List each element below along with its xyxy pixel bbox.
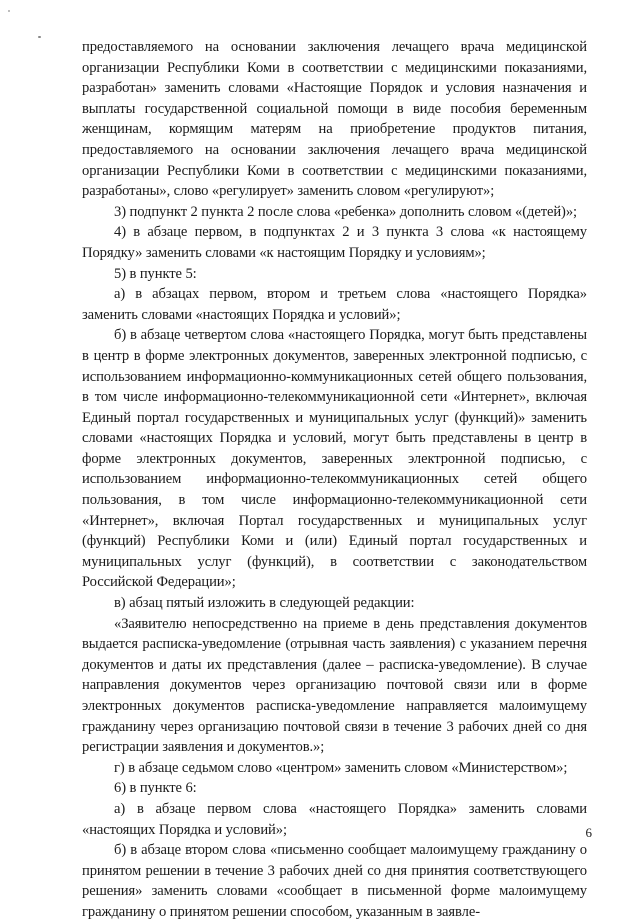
paragraph: «Заявителю непосредственно на приеме в день представления документов выдается расписка-уведомление (отрывная часть заявления) с указанием перечня документов и даты их представления (далее – расписка-уведомление). В случае направления документов через организацию почтовой связи или в форме электронных документов расписка-уведомление направляется малоимущему гражданину через организацию почтовой связи в течение 3 рабочих дней со дня регистрации заявления и документов.»; xyxy=(82,615,587,756)
paragraph: в) абзац пятый изложить в следующей редакции: xyxy=(114,595,415,612)
paragraph: 5) в пункте 5: xyxy=(114,265,197,282)
scan-speck xyxy=(38,36,41,38)
paragraph: а) в абзацах первом, втором и третьем слова «настоящего Порядка» заменить словами «настоящих Порядка и условий»; xyxy=(82,286,587,323)
paragraph: 3) подпункт 2 пункта 2 после слова «ребенка» дополнить словом «(детей)»; xyxy=(114,203,577,220)
paragraph: а) в абзаце первом слова «настоящего Порядка» заменить словами «настоящих Порядка и условий»; xyxy=(82,800,587,838)
paragraph: 6) в пункте 6: xyxy=(114,780,197,797)
paragraph: 4) в абзаце первом, в подпунктах 2 и 3 пункта 3 слова «к настоящему Порядку» заменить словами «к настоящим Порядку и условиям»; xyxy=(82,224,587,261)
paragraph: предоставляемого на основании заключения лечащего врача медицинской организации Республики Коми в соответствии с медицинскими показаниями, разработан» заменить словами «Настоящие Порядок и условия назначения и выплаты государственной социальной помощи в виде пособия беременным женщинам, кормящим матерям на приобретение продуктов питания, предоставляемого на основании заключения лечащего врача медицинской организации Республики Коми в соответствии с медицинскими показаниями, разработаны», слово «регулирует» заменить словом «регулируют»; xyxy=(82,39,587,200)
document-body xyxy=(82,37,587,923)
paragraph: б) в абзаце втором слова «письменно сообщает малоимущему гражданину о принятом решении в течение 3 рабочих дней со дня принятия соответствующего решения» заменить словами «сообщает в письменной форме малоимущему гражданину о принятом решении способом, указанным в заявле- xyxy=(82,842,587,920)
page-number: 6 xyxy=(585,825,592,840)
scan-speck xyxy=(8,10,10,12)
paragraph: г) в абзаце седьмом слово «центром» заменить словом «Министерством»; xyxy=(114,759,568,776)
paragraph: б) в абзаце четвертом слова «настоящего Порядка, могут быть представлены в центр в форме электронных документов, заверенных электронной подписью, с использованием информационно-коммуникационных сетей общего пользования, в том числе информационно-телекоммуникационной сети «Интернет», включая Единый портал государственных и муниципальных услуг (функций)» заменить словами «настоящих Порядка и условий, могут быть представлены в центр в форме электронных документов, заверенных электронной подписью, с использованием информационно-телекоммуникационных сетей общего пользования, в том числе информационно-телекоммуникационной сети «Интернет», включая Портал государственных и муниципальных услуг (функций) Республики Коми и (или) Единый портал государственных и муниципальных услуг (функций), в соответствии с законодательством Российской Федерации»; xyxy=(82,327,587,591)
